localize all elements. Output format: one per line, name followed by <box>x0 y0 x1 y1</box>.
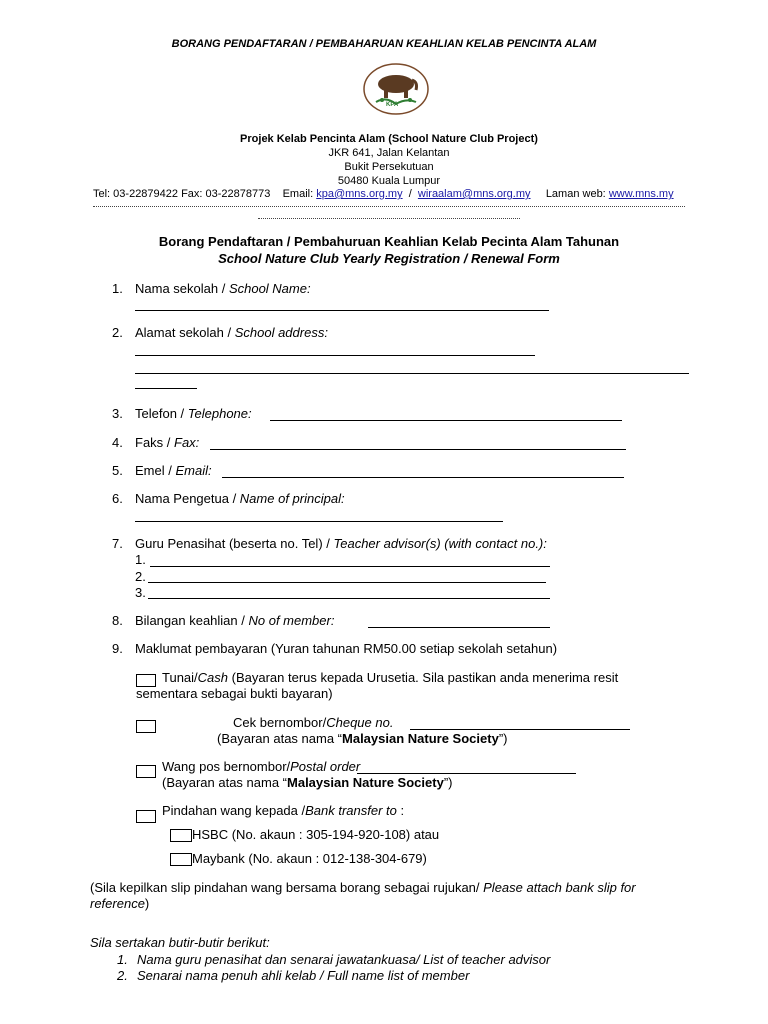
address-line-1: JKR 641, Jalan Kelantan <box>328 147 450 159</box>
field-9-label: Maklumat pembayaran (Yuran tahunan RM50.00 setiap sekolah setahun) <box>135 641 558 656</box>
top-title: BORANG PENDAFTARAN / PEMBAHARUAN KEAHLIAN KELAB PENCINTA ALAM <box>171 38 597 50</box>
cheque-note-suffix: ”) <box>498 731 508 746</box>
email-input[interactable] <box>222 477 624 478</box>
field-1-label-english: School Name: <box>228 281 311 296</box>
cheque-label-english: Cheque no. <box>326 715 394 730</box>
web-link[interactable]: www.mns.my <box>608 188 674 200</box>
advisor-3-input[interactable] <box>148 598 550 599</box>
field-5-label-malay: Emel / <box>135 463 176 478</box>
form-title-english: School Nature Club Yearly Registration / Renewal Form <box>218 251 560 266</box>
email-separator: / <box>408 188 412 200</box>
tel-fax: Tel: 03-22879422 Fax: 03-22878773 <box>93 188 271 200</box>
field-2-label <box>135 325 328 340</box>
advisor-1-input[interactable] <box>150 566 550 567</box>
field-7-label <box>135 536 547 551</box>
field-3-number: 3. <box>112 406 123 421</box>
maybank-checkbox[interactable] <box>170 853 192 866</box>
field-1-label <box>135 281 311 296</box>
field-2-label-english: School address: <box>234 325 328 340</box>
address-line-2: Bukit Persekutuan <box>344 161 434 173</box>
field-6-label-english: Name of principal: <box>239 491 345 506</box>
cash-note-line-2: sementara sebagai bukti bayaran) <box>136 686 333 701</box>
email-link-wiraalam[interactable]: wiraalam@mns.org.my <box>417 188 531 200</box>
footer-item-1: Nama guru penasihat dan senarai jawatankuasa/ List of teacher advisor <box>137 952 551 967</box>
postal-label-english: Postal order <box>290 759 361 774</box>
member-count-input[interactable] <box>368 627 550 628</box>
email-label: Email: <box>282 188 314 200</box>
field-1-number: 1. <box>112 281 123 296</box>
address-line-3: 50480 Kuala Lumpur <box>337 175 441 187</box>
field-4-label-malay: Faks / <box>135 435 175 450</box>
attach-note-close: ) <box>144 896 150 911</box>
field-7-label-malay: Guru Penasihat (beserta no. Tel) / <box>135 536 334 551</box>
field-7-number: 7. <box>112 536 123 551</box>
club-logo <box>360 62 432 116</box>
contact-line <box>93 188 674 200</box>
field-3-label-english: Telephone: <box>187 406 252 421</box>
cash-label <box>162 670 618 685</box>
field-5-label <box>135 463 212 478</box>
bank-transfer-checkbox[interactable] <box>136 810 156 823</box>
logo-text: KPA <box>386 102 399 108</box>
footer-item-2: Senarai nama penuh ahli kelab / Full name list of member <box>137 968 470 983</box>
postal-label-malay: Wang pos bernombor/ <box>162 759 291 774</box>
school-address-input-1[interactable] <box>135 355 535 356</box>
attach-note-english: Please attach bank slip for <box>483 880 636 895</box>
field-9-number: 9. <box>112 641 123 656</box>
postal-order-checkbox[interactable] <box>136 765 156 778</box>
postal-note-suffix: ”) <box>443 775 453 790</box>
cheque-note-prefix: (Bayaran atas nama “ <box>217 731 343 746</box>
postal-payee-name: Malaysian Nature Society <box>287 775 444 790</box>
field-4-label <box>135 435 199 450</box>
school-address-input-2[interactable] <box>135 373 689 374</box>
advisor-2-input[interactable] <box>148 582 546 583</box>
fax-input[interactable] <box>210 449 626 450</box>
cheque-payee-name: Malaysian Nature Society <box>342 731 499 746</box>
hsbc-checkbox[interactable] <box>170 829 192 842</box>
footer-item-2-number: 2. <box>117 968 128 983</box>
postal-note-prefix: (Bayaran atas nama “ <box>162 775 288 790</box>
advisor-2-number: 2. <box>135 569 146 584</box>
bank-transfer-label <box>162 803 404 818</box>
field-2-number: 2. <box>112 325 123 340</box>
cheque-payee-note <box>217 731 507 746</box>
field-1-label-malay: Nama sekolah / <box>135 281 229 296</box>
field-8-label-malay: Bilangan keahlian / <box>135 613 249 628</box>
field-3-label <box>135 406 252 421</box>
attach-note-line-2 <box>90 896 149 911</box>
org-name: Projek Kelab Pencinta Alam (School Nature Club Project) <box>240 133 538 145</box>
web-label: Laman web: <box>545 188 606 200</box>
field-6-number: 6. <box>112 491 123 506</box>
field-8-label-english: No of member: <box>248 613 335 628</box>
hsbc-account: HSBC (No. akaun : 305-194-920-108) atau <box>192 827 440 842</box>
attach-note-reference: reference <box>90 896 145 911</box>
attach-note-line-1 <box>90 880 636 895</box>
cheque-number-input[interactable] <box>410 729 630 730</box>
field-5-number: 5. <box>112 463 123 478</box>
form-title-malay: Borang Pendaftaran / Pembahuruan Keahlian Kelab Pecinta Alam Tahunan <box>158 234 620 249</box>
field-3-label-malay: Telefon / <box>135 406 188 421</box>
field-2-label-malay: Alamat sekolah / <box>135 325 235 340</box>
postal-order-input[interactable] <box>357 773 576 774</box>
field-8-label <box>135 613 334 628</box>
bank-label-malay: Pindahan wang kepada / <box>162 803 306 818</box>
field-6-label <box>135 491 345 506</box>
divider-dotted-1 <box>93 206 685 207</box>
principal-name-input[interactable] <box>135 521 503 522</box>
field-8-number: 8. <box>112 613 123 628</box>
field-7-label-english: Teacher advisor(s) (with contact no.): <box>333 536 547 551</box>
attach-note-malay: (Sila kepilkan slip pindahan wang bersama borang sebagai rujukan/ <box>90 880 484 895</box>
bank-label-colon: : <box>396 803 405 818</box>
field-4-label-english: Fax: <box>174 435 200 450</box>
advisor-3-number: 3. <box>135 585 146 600</box>
postal-order-label <box>162 759 360 774</box>
divider-dotted-2 <box>258 218 520 219</box>
advisor-1-number: 1. <box>135 552 146 567</box>
telephone-input[interactable] <box>270 420 622 421</box>
school-address-input-3[interactable] <box>135 388 197 389</box>
school-name-input[interactable] <box>135 310 549 311</box>
cheque-label-malay: Cek bernombor/ <box>233 715 327 730</box>
postal-payee-note <box>162 775 452 790</box>
field-4-number: 4. <box>112 435 123 450</box>
maybank-account: Maybank (No. akaun : 012-138-304-679) <box>192 851 427 866</box>
field-5-label-english: Email: <box>175 463 212 478</box>
cash-label-english: Cash <box>197 670 229 685</box>
cheque-checkbox[interactable] <box>136 720 156 733</box>
field-6-label-malay: Nama Pengetua / <box>135 491 240 506</box>
footer-item-1-number: 1. <box>117 952 128 967</box>
bank-label-english: Bank transfer to <box>305 803 397 818</box>
cash-label-malay: Tunai/ <box>162 670 198 685</box>
cheque-label <box>233 715 393 730</box>
cash-note-line-1: (Bayaran terus kepada Urusetia. Sila pastikan anda menerima resit <box>228 670 619 685</box>
footer-intro: Sila sertakan butir-butir berikut: <box>90 935 270 950</box>
email-link-kpa[interactable]: kpa@mns.org.my <box>316 188 403 200</box>
